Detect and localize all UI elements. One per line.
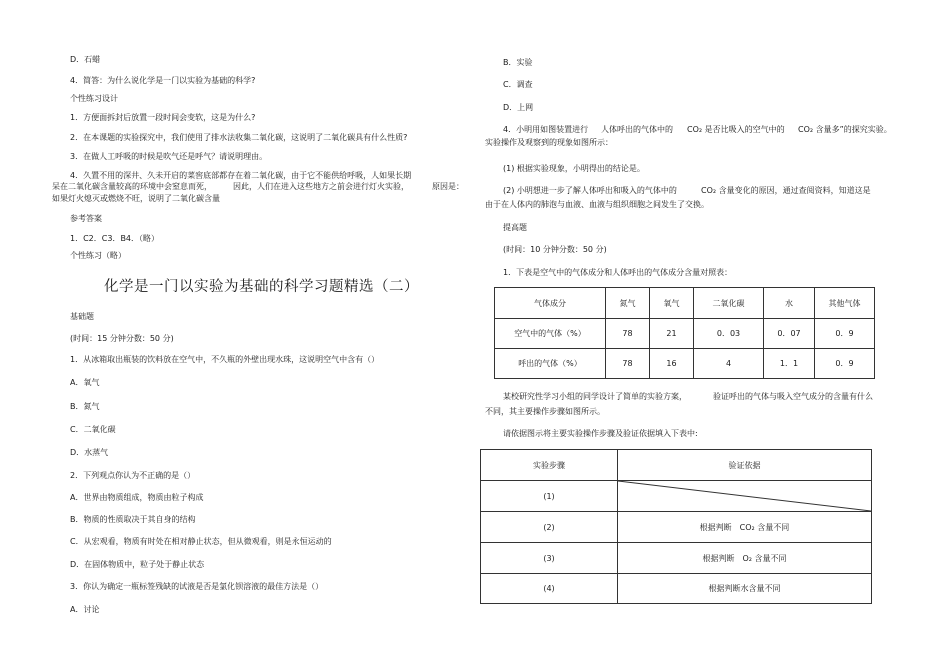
table-cell: 根据判断 CO₂ 含量不同 [618,512,872,543]
table-cell: 21 [650,319,694,349]
basic-q1-option-c: C．二氧化碳 [70,425,116,434]
practice-answers-omitted: 个性练习（略） [70,251,126,260]
basic-q3-option-c: C．调查 [503,80,533,89]
practice-q4-line3: 如果灯火熄灭或燃烧不旺，说明了二氧化碳含量 [52,194,220,203]
table-header-cell: 氮气 [606,288,650,319]
practice-q3: 3．在做人工呼吸的时候是吹气还是呼气？请说明理由。 [70,152,268,161]
table-row [481,512,872,543]
diagonal-line [618,481,871,511]
table-row [481,481,872,512]
time-score-advanced: (时间：10 分钟分数：50 分) [503,245,607,254]
basic-q1-option-a: A．氧气 [70,378,100,387]
table-cell: 根据判断 O₂ 含量不同 [618,543,872,574]
table-cell: 78 [606,349,650,379]
section-advanced: 提高题 [503,223,527,232]
table-header-cell: 验证依据 [618,450,872,481]
table-header-cell: 实验步骤 [481,450,618,481]
table-header-cell: 其他气体 [815,288,875,319]
practice-q4-line2a: 呆在二氧化碳含量较高的环境中会窒息而死， [52,182,212,191]
practice-q4-line1: 4．久置不用的深井、久未开启的菜窖底部都存在着二氧化碳，由于它不能供给呼吸，人如果长期 [70,171,412,180]
table-header-cell: 二氧化碳 [694,288,764,319]
basic-q1-option-b: B．氮气 [70,402,100,411]
basic-q4-part2: 人体呼出的气体中的 [601,125,673,134]
basic-q2-option-c: C．从宏观看，物质有时处在相对静止状态，但从微观看，则是永恒运动的 [70,537,332,546]
advanced-q1-instruction: 请依据图示将主要实验操作步骤及验证依据填入下表中: [503,429,698,438]
practice-q2: 2．在本课题的实验探究中，我们使用了排水法收集二氧化碳，这说明了二氧化碳具有什么性质? [70,133,408,142]
table-header-cell: 水 [764,288,815,319]
table-row [481,574,872,604]
basic-q3-option-a: A．讨论 [70,605,100,614]
table-cell: 空气中的气体（%） [495,319,606,349]
basic-q3-option-d: D．上网 [503,103,534,112]
table-cell: 0．9 [815,319,875,349]
table-row [481,543,872,574]
table-cell: 根据判断水含量不同 [618,574,872,604]
basic-q1: 1．从冰箱取出瓶装的饮料放在空气中，不久瓶的外壁出现水珠，这说明空气中含有（） [70,355,380,364]
gas-composition-table [494,287,875,379]
reference-answers-heading: 参考答案 [70,214,102,223]
section-individual-practice: 个性练习设计 [70,94,118,103]
table-header-cell: 氧气 [650,288,694,319]
table-header-cell: 气体成分 [495,288,606,319]
practice-q4-line2b: 因此，人们在进入这些地方之前会进行灯火实验， [233,182,409,191]
time-score-basic: (时间：15 分钟分数：50 分) [70,334,174,343]
option-d-paraffin: D．石蜡 [70,55,101,64]
basic-q4-part4: CO₂ 含量多”的探究实验。 [798,125,892,134]
table-cell: 0．07 [764,319,815,349]
basic-q2: 2．下列观点你认为不正确的是（） [70,471,196,480]
question-4-short-answer: 4．简答：为什么说化学是一门以实验为基础的科学? [70,76,256,85]
table-cell: (4) [481,574,618,604]
basic-q2-option-a: A．世界由物质组成，物质由粒子构成 [70,493,204,502]
advanced-q1-text-part2: 验证呼出的气体与吸入空气成分的含量有什么 [713,392,873,401]
basic-q1-option-d: D．水蒸气 [70,448,109,457]
table-row [495,349,875,379]
advanced-q1-text-part1: 某校研究性学习小组的同学设计了简单的实验方案， [503,392,687,401]
basic-q4-part1: 4．小明用如图装置进行 [503,125,589,134]
basic-q3-option-b: B．实验 [503,58,533,67]
basic-q4-sub2-part1: (2) 小明想进一步了解人体呼出和吸入的气体中的 [503,186,677,195]
experiment-steps-table [480,449,872,604]
basic-q4-sub1: (1) 根据实验现象，小明得出的结论是。 [503,164,645,173]
basic-q4-sub2-part2: CO₂ 含量变化的原因，通过查阅资料，知道这是 [701,186,871,195]
basic-q4-part3: CO₂ 是否比吸入的空气中的 [687,125,785,134]
table-cell: 1．1 [764,349,815,379]
basic-q2-option-d: D．在固体物质中，粒子处于静止状态 [70,560,205,569]
advanced-q1: 1．下表是空气中的气体成分和人体呼出的气体成分含量对照表： [503,268,733,277]
table-cell: 呼出的气体（%） [495,349,606,379]
advanced-q1-text-line2: 不同，其主要操作步骤如图所示。 [485,407,605,416]
practice-q1: 1．方便面拆封后放置一段时间会变软，这是为什么? [70,113,256,122]
table-header-row [481,450,872,481]
table-cell: 16 [650,349,694,379]
table-cell: (3) [481,543,618,574]
reference-answers: 1．C2．C3．B4．（略） [70,234,160,243]
basic-q2-option-b: B．物质的性质取决于其自身的结构 [70,515,196,524]
practice-q4-line2c: 原因是： [432,182,464,191]
basic-q3: 3．你认为确定一瓶标签残缺的试液是否是氯化钡溶液的最佳方法是（） [70,582,324,591]
table-cell: (1) [481,481,618,512]
table-cell: 0．03 [694,319,764,349]
section-basic: 基础题 [70,312,94,321]
table-cell: 4 [694,349,764,379]
page-title: 化学是一门以实验为基础的科学习题精选（二） [104,279,419,295]
table-cell: 78 [606,319,650,349]
basic-q4-sub2-line2: 由于在人体内的肺泡与血液、血液与组织细胞之间发生了交换。 [485,200,709,209]
table-row [495,319,875,349]
table-header-row [495,288,875,319]
table-cell: (2) [481,512,618,543]
basic-q4-line2: 实验操作及观察到的现象如图所示： [485,138,613,147]
diagonal-blank-cell [618,481,872,512]
table-cell: 0．9 [815,349,875,379]
